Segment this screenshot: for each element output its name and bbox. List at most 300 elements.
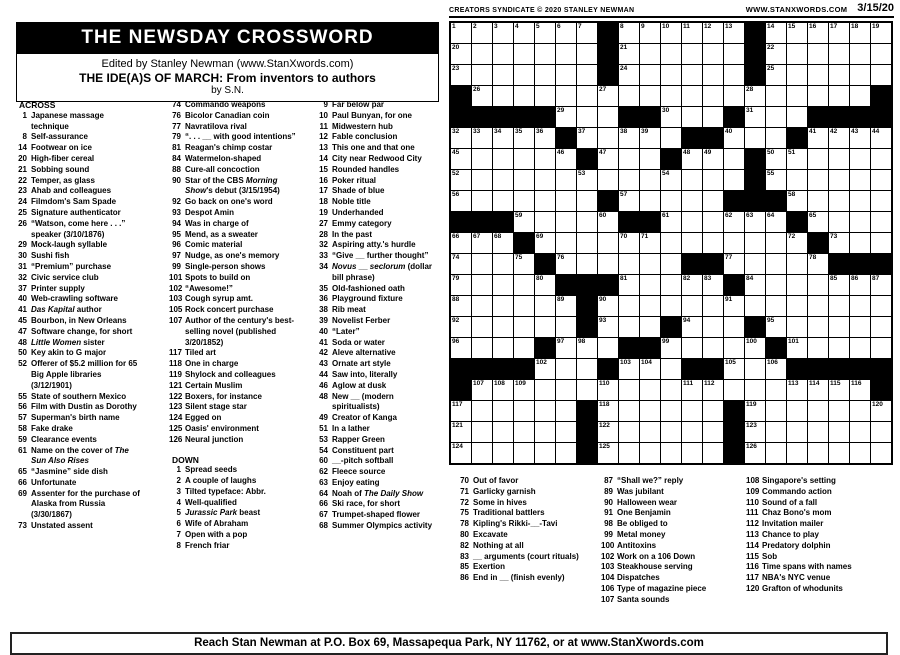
- clue-text: Emmy category: [332, 218, 392, 228]
- clue-number: 111: [746, 508, 759, 518]
- clue: [16, 143, 162, 154]
- clue: [169, 165, 313, 176]
- grid-cell: [556, 170, 576, 190]
- grid-cell-black: [451, 86, 471, 106]
- cell-number: 34: [494, 128, 502, 135]
- grid-cell-black: [577, 149, 597, 169]
- grid-cell: [598, 317, 618, 337]
- grid-cell: [682, 338, 702, 358]
- clue-number: 104: [601, 573, 615, 583]
- grid-cell-black: [829, 359, 849, 379]
- clue-text: Ahab and colleagues: [31, 186, 112, 196]
- clue: [317, 348, 443, 359]
- clue-text: Rock concert purchase: [185, 305, 274, 315]
- grid-cell: [808, 443, 828, 463]
- clue: [16, 197, 162, 208]
- clue: [457, 530, 597, 541]
- clue: [169, 251, 313, 262]
- grid-cell-black: [514, 359, 534, 379]
- clue-text: Jurassic Park beast: [185, 508, 261, 518]
- cell-number: 81: [620, 275, 628, 282]
- clue-text: Was jubilant: [617, 486, 664, 496]
- down-clues-9-68: [317, 100, 443, 532]
- grid-cell: [829, 233, 849, 253]
- down-clues-1-8: [169, 465, 313, 551]
- grid-cell: [619, 317, 639, 337]
- grid-cell: [850, 23, 870, 43]
- grid-cell: [871, 422, 891, 442]
- clue-text: Aspiring atty.'s hurdle: [332, 240, 416, 250]
- clue: [169, 541, 313, 552]
- grid-cell: [871, 191, 891, 211]
- clue-text: Trumpet-shaped flower: [332, 510, 421, 520]
- clue-number: 41: [319, 337, 328, 347]
- grid-cell: [514, 317, 534, 337]
- grid-cell: [640, 44, 660, 64]
- clue-number: 106: [601, 583, 615, 593]
- cell-number: 85: [830, 275, 838, 282]
- grid-cell-black: [745, 23, 765, 43]
- grid-cell: [556, 107, 576, 127]
- cell-number: 103: [620, 359, 631, 366]
- grid-cell: [493, 317, 513, 337]
- clue-number: 82: [460, 540, 469, 550]
- cell-number: 93: [599, 317, 607, 324]
- cell-number: 107: [473, 380, 484, 387]
- clue-text: Nothing at all: [473, 540, 524, 550]
- grid-cell: [577, 233, 597, 253]
- cell-number: 116: [851, 380, 862, 387]
- cell-number: 110: [599, 380, 610, 387]
- grid-cell-black: [808, 233, 828, 253]
- across-clues-1-73: [16, 111, 162, 532]
- clue: [16, 186, 162, 197]
- grid-cell-black: [619, 212, 639, 232]
- grid-cell-black: [829, 107, 849, 127]
- clue: [169, 424, 313, 435]
- clue-text: “. . . __ with good intentions”: [185, 132, 296, 142]
- clue-text: Filmdom's Sam Spade: [31, 197, 117, 207]
- clue-number: 108: [746, 476, 760, 485]
- grid-cell: [661, 443, 681, 463]
- clue-column-2: [169, 100, 313, 552]
- clue-text: Rapper Green: [332, 434, 385, 444]
- across-clues-74-126: [169, 100, 313, 446]
- clue: [169, 392, 313, 403]
- clue-number: 39: [319, 315, 328, 325]
- grid-cell: [766, 44, 786, 64]
- grid-cell: [829, 380, 849, 400]
- grid-cell-black: [745, 65, 765, 85]
- clue: [317, 305, 443, 316]
- cell-number: 27: [599, 86, 607, 93]
- clue-number: 32: [18, 272, 27, 282]
- grid-cell: [598, 422, 618, 442]
- cell-number: 17: [830, 23, 838, 30]
- clue: [169, 230, 313, 241]
- clue-text: Well-qualified: [185, 497, 237, 507]
- grid-cell: [619, 170, 639, 190]
- clue-text: Time spans with names: [762, 562, 852, 572]
- grid-cell-black: [829, 254, 849, 274]
- clue: [169, 154, 313, 165]
- clue-text: Japanese massage technique: [31, 110, 104, 131]
- grid-cell-black: [472, 212, 492, 232]
- cell-number: 44: [872, 128, 880, 135]
- clue-text: Commando action: [762, 486, 832, 496]
- clue-number: 11: [319, 121, 328, 131]
- grid-cell-black: [871, 359, 891, 379]
- grid-cell: [493, 233, 513, 253]
- contact-bar: Reach Stan Newman at P.O. Box 69, Massapequa Park, NY 11762, or at www.StanXwords.com: [10, 632, 888, 655]
- clue-text: Shade of blue: [332, 186, 385, 196]
- grid-cell: [640, 254, 660, 274]
- cell-number: 43: [851, 128, 859, 135]
- clue: [169, 197, 313, 208]
- grid-cell: [472, 65, 492, 85]
- editor-line: Edited by Stanley Newman (www.StanXwords.com): [101, 58, 354, 70]
- grid-cell: [682, 44, 702, 64]
- grid-cell: [472, 275, 492, 295]
- grid-cell: [682, 422, 702, 442]
- clue-number: 87: [604, 476, 613, 485]
- grid-cell-black: [724, 401, 744, 421]
- clue: [601, 573, 743, 584]
- cell-number: 55: [767, 170, 775, 177]
- cell-number: 101: [788, 338, 799, 345]
- grid-cell: [472, 170, 492, 190]
- grid-cell: [598, 149, 618, 169]
- grid-cell: [766, 212, 786, 232]
- grid-cell: [619, 254, 639, 274]
- clue-text: Bicolor Canadian coin: [185, 110, 270, 120]
- clue-text: Mock-laugh syllable: [31, 240, 108, 250]
- grid-cell: [472, 23, 492, 43]
- grid-cell: [556, 44, 576, 64]
- cell-number: 117: [452, 401, 463, 408]
- clue: [317, 467, 443, 478]
- grid-cell: [787, 23, 807, 43]
- clue-number: 72: [460, 497, 469, 507]
- clue-text: Metal money: [617, 529, 666, 539]
- down-clues-108-120: [746, 476, 891, 595]
- cell-number: 31: [746, 107, 754, 114]
- clue-number: 110: [746, 497, 759, 507]
- clue-text: Excavate: [473, 529, 508, 539]
- grid-cell-black: [619, 338, 639, 358]
- cell-number: 94: [683, 317, 691, 324]
- clue: [169, 413, 313, 424]
- cell-number: 80: [536, 275, 544, 282]
- clue: [16, 262, 162, 273]
- cell-number: 66: [452, 233, 460, 240]
- grid-cell: [640, 296, 660, 316]
- grid-cell: [850, 275, 870, 295]
- grid-cell: [703, 23, 723, 43]
- cell-number: 75: [515, 254, 523, 261]
- grid-cell: [703, 233, 723, 253]
- grid-cell: [661, 422, 681, 442]
- cell-number: 62: [725, 212, 733, 219]
- grid-cell: [556, 191, 576, 211]
- clue: [317, 446, 443, 457]
- grid-cell: [703, 191, 723, 211]
- clue: [746, 530, 891, 541]
- cell-number: 26: [473, 86, 481, 93]
- cell-number: 126: [746, 443, 757, 450]
- clue: [317, 154, 443, 165]
- cell-number: 111: [683, 380, 694, 387]
- clue-text: Boxers, for instance: [185, 391, 262, 401]
- grid-cell: [514, 422, 534, 442]
- clue-number: 93: [172, 207, 181, 217]
- across-header: ACROSS: [19, 100, 56, 110]
- grid-cell: [724, 254, 744, 274]
- clue-number: 70: [460, 476, 469, 485]
- clue-text: Spread seeds: [185, 465, 238, 475]
- clue-number: 21: [18, 164, 27, 174]
- grid-cell-black: [451, 212, 471, 232]
- grid-cell: [472, 422, 492, 442]
- clue-text: NBA's NYC venue: [762, 573, 831, 583]
- clue-number: 29: [18, 240, 27, 250]
- grid-cell-black: [577, 443, 597, 463]
- grid-cell-black: [472, 107, 492, 127]
- clue: [457, 573, 597, 584]
- grid-cell: [556, 380, 576, 400]
- grid-cell: [514, 149, 534, 169]
- clue: [169, 359, 313, 370]
- clue-number: 126: [169, 434, 183, 444]
- cell-number: 64: [767, 212, 775, 219]
- grid-cell: [535, 149, 555, 169]
- grid-cell: [493, 191, 513, 211]
- clue-number: 8: [176, 540, 181, 550]
- clue-text: Ornate art style: [332, 359, 391, 369]
- clue-text: Enjoy eating: [332, 477, 380, 487]
- clue-number: 1: [176, 465, 181, 475]
- grid-cell-black: [619, 107, 639, 127]
- clue-text: Chaz Bono's mom: [762, 508, 832, 518]
- clue-number: 80: [460, 529, 469, 539]
- clue: [169, 402, 313, 413]
- grid-cell: [514, 128, 534, 148]
- grid-cell: [556, 317, 576, 337]
- clue-number: 90: [604, 497, 613, 507]
- clue: [169, 132, 313, 143]
- grid-cell: [724, 338, 744, 358]
- grid-cell: [640, 65, 660, 85]
- cell-number: 114: [809, 380, 820, 387]
- cell-number: 39: [641, 128, 649, 135]
- grid-cell: [640, 149, 660, 169]
- clue-number: 69: [18, 488, 27, 498]
- clue: [317, 111, 443, 122]
- grid-cell: [703, 44, 723, 64]
- grid-cell: [493, 254, 513, 274]
- clue-number: 99: [172, 261, 181, 271]
- grid-cell-black: [724, 275, 744, 295]
- clue-number: 66: [18, 477, 27, 487]
- grid-cell: [535, 170, 555, 190]
- clue-number: 79: [172, 132, 181, 142]
- grid-cell: [829, 212, 849, 232]
- grid-cell: [745, 296, 765, 316]
- grid-cell-black: [871, 380, 891, 400]
- grid-cell: [556, 149, 576, 169]
- grid-cell: [871, 275, 891, 295]
- cell-number: 58: [788, 191, 796, 198]
- grid-cell: [829, 443, 849, 463]
- grid-cell: [514, 86, 534, 106]
- puzzle-date: 3/15/20: [857, 2, 894, 14]
- clue-text: Novelist Ferber: [332, 315, 391, 325]
- clue: [746, 541, 891, 552]
- clue-number: 14: [319, 153, 328, 163]
- clue-number: 64: [319, 488, 328, 498]
- grid-cell-black: [871, 254, 891, 274]
- grid-cell: [724, 380, 744, 400]
- clue: [317, 370, 443, 381]
- clue: [317, 499, 443, 510]
- grid-cell: [787, 254, 807, 274]
- grid-cell: [808, 338, 828, 358]
- grid-cell: [556, 86, 576, 106]
- clue-number: 77: [172, 121, 181, 131]
- grid-cell: [682, 233, 702, 253]
- clue-text: End in __ (finish evenly): [473, 573, 565, 583]
- clue: [16, 413, 162, 424]
- grid-cell-black: [745, 170, 765, 190]
- grid-cell: [556, 443, 576, 463]
- grid-cell: [766, 401, 786, 421]
- clue-text: Commando weapons: [185, 100, 266, 109]
- clue-number: 36: [319, 294, 328, 304]
- cell-number: 73: [830, 233, 838, 240]
- grid-cell: [451, 44, 471, 64]
- grid-cell-black: [577, 317, 597, 337]
- grid-cell: [556, 233, 576, 253]
- cell-number: 122: [599, 422, 610, 429]
- grid-cell-black: [451, 380, 471, 400]
- cell-number: 25: [767, 65, 775, 72]
- clue: [746, 584, 891, 595]
- clue-text: “Later”: [332, 326, 360, 336]
- grid-cell: [514, 65, 534, 85]
- clue-text: Traditional battlers: [473, 508, 545, 518]
- syndicate-website: WWW.STANXWORDS.COM: [745, 5, 848, 14]
- clue-text: Single-person shows: [185, 261, 266, 271]
- cell-number: 82: [683, 275, 691, 282]
- grid-cell: [661, 401, 681, 421]
- cell-number: 1: [452, 23, 456, 30]
- clue-text: Reagan's chimp costar: [185, 143, 273, 153]
- clue: [317, 478, 443, 489]
- clue-text: Soda or water: [332, 337, 385, 347]
- clue: [601, 530, 743, 541]
- grid-cell: [640, 86, 660, 106]
- cell-number: 86: [851, 275, 859, 282]
- clue: [16, 273, 162, 284]
- grid-cell-black: [850, 107, 870, 127]
- clue: [16, 435, 162, 446]
- grid-cell: [850, 422, 870, 442]
- grid-cell-black: [451, 359, 471, 379]
- clue-text: Saw into, literally: [332, 369, 398, 379]
- cell-number: 57: [620, 191, 628, 198]
- grid-cell: [682, 380, 702, 400]
- grid-cell: [619, 359, 639, 379]
- grid-cell: [598, 128, 618, 148]
- cell-number: 56: [452, 191, 460, 198]
- clue-text: Civic service club: [31, 272, 99, 282]
- clue: [317, 262, 443, 284]
- grid-cell-black: [514, 233, 534, 253]
- cell-number: 51: [788, 149, 796, 156]
- clue: [169, 273, 313, 284]
- grid-cell: [493, 23, 513, 43]
- clue-number: 61: [18, 445, 27, 455]
- grid-cell: [745, 128, 765, 148]
- cell-number: 100: [746, 338, 757, 345]
- grid-cell: [787, 170, 807, 190]
- grid-cell: [535, 422, 555, 442]
- clue-column-5: [601, 476, 743, 606]
- clue: [169, 122, 313, 133]
- clue-text: This one and that one: [332, 143, 415, 153]
- grid-cell: [451, 233, 471, 253]
- clue-number: 105: [169, 305, 183, 315]
- cell-number: 72: [788, 233, 796, 240]
- grid-cell: [871, 44, 891, 64]
- grid-cell: [556, 338, 576, 358]
- grid-cell: [661, 107, 681, 127]
- grid-cell: [514, 338, 534, 358]
- grid-cell: [514, 296, 534, 316]
- clue-text: “Premium” purchase: [31, 261, 112, 271]
- grid-cell: [745, 254, 765, 274]
- grid-cell: [829, 317, 849, 337]
- cell-number: 98: [578, 338, 586, 345]
- grid-cell: [724, 149, 744, 169]
- grid-cell: [535, 65, 555, 85]
- cell-number: 70: [620, 233, 628, 240]
- grid-cell: [493, 338, 513, 358]
- cell-number: 61: [662, 212, 670, 219]
- clue: [317, 435, 443, 446]
- clue-text: Wife of Abraham: [185, 519, 249, 529]
- clue-text: Temper, as glass: [31, 175, 95, 185]
- grid-cell: [451, 128, 471, 148]
- clue: [16, 154, 162, 165]
- grid-cell: [850, 149, 870, 169]
- grid-cell-black: [745, 317, 765, 337]
- clue-number: 88: [172, 164, 181, 174]
- cell-number: 78: [809, 254, 817, 261]
- clue: [169, 381, 313, 392]
- clue-text: Sob: [762, 551, 778, 561]
- grid-cell: [682, 317, 702, 337]
- clue-number: 112: [746, 519, 759, 529]
- cell-number: 19: [872, 23, 880, 30]
- clue: [16, 478, 162, 489]
- cell-number: 36: [536, 128, 544, 135]
- grid-cell: [703, 296, 723, 316]
- grid-cell: [766, 359, 786, 379]
- grid-cell: [577, 212, 597, 232]
- clue: [169, 370, 313, 381]
- grid-cell: [472, 296, 492, 316]
